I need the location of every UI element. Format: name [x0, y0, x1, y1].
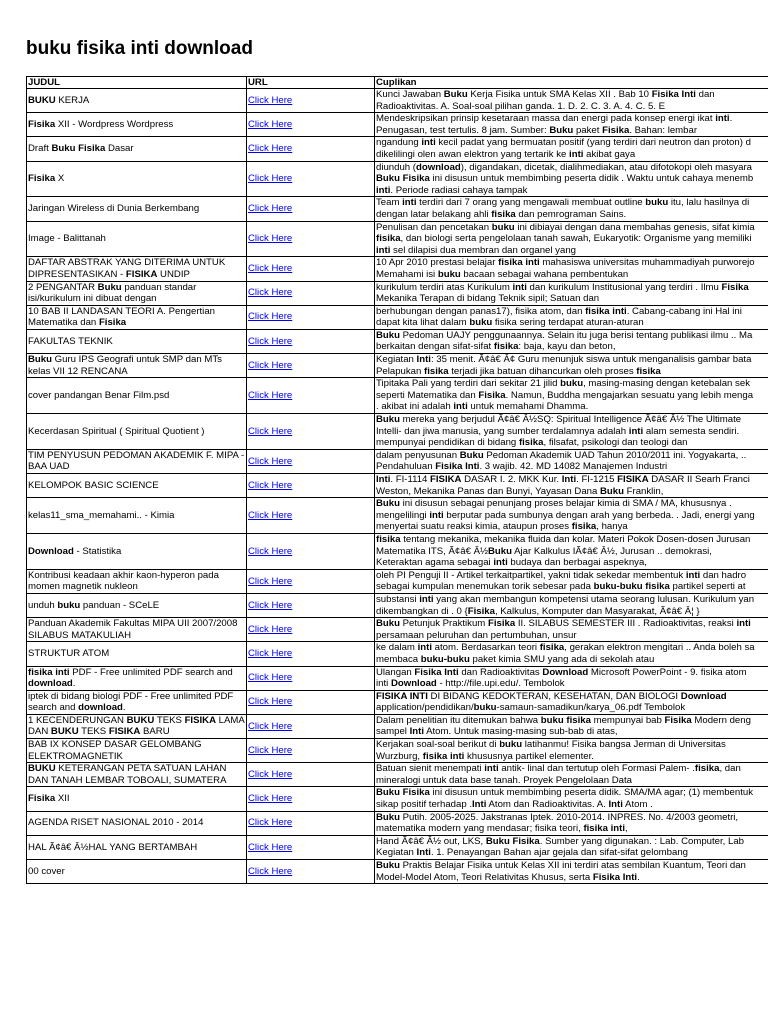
- result-url-cell: [247, 593, 375, 617]
- result-title: 2 PENGANTAR Buku panduan standar isi/kurikulum ini dibuat dengan: [27, 281, 247, 305]
- result-snippet: Buku Fisika ini disusun untuk membimbing peserta didik. SMA/MA agar; (1) membentuk sikap positif terhadap .Inti Atom dan Radioaktivitas. A. Inti Atom .: [375, 787, 768, 811]
- result-snippet: Kerjakan soal-soal berikut di buku latihanmu! Fisika bangsa Jerman di Universitas Wurzburg, fisika inti khususnya partikel elementer.: [375, 739, 768, 763]
- table-row: [27, 835, 768, 859]
- table-row: [27, 690, 768, 714]
- result-title: BUKU KETERANGAN PETA SATUAN LAHAN DAN TANAH LEMBAR TOBOALI, SUMATERA: [27, 763, 247, 787]
- click-here-link[interactable]: Click Here: [248, 455, 293, 467]
- click-here-link[interactable]: Click Here: [248, 648, 293, 660]
- click-here-link[interactable]: Click Here: [248, 599, 293, 611]
- click-here-link[interactable]: Click Here: [248, 425, 293, 437]
- result-title: cover pandangan Benar Film.psd: [27, 378, 247, 414]
- result-url-cell: [247, 763, 375, 787]
- result-snippet: Kegiatan Inti: 35 menit. Ã¢â€ Â¢ Guru menunjuk siswa untuk menganalisis gambar bata Pelapukan fisika terjadi jika batuan dihancurkan oleh proses fisika: [375, 354, 768, 378]
- click-here-link[interactable]: Click Here: [248, 720, 293, 732]
- result-snippet: Kunci Jawaban Buku Kerja Fisika untuk SMA Kelas XII . Bab 10 Fisika Inti dan Radioaktivitas. A. Soal-soal pilihan ganda. 1. D. 2. C. 3. A. 4. C. 5. E: [375, 89, 768, 113]
- result-title: DAFTAR ABSTRAK YANG DITERIMA UNTUK DIPRESENTASIKAN - FISIKA UNDIP: [27, 257, 247, 281]
- result-snippet: Hand Ã¢â€ Â½ out, LKS, Buku Fisika. Sumber yang digunakan. : Lab. Computer, Lab Kegiatan Inti. 1. Penayangan Bahan ajar gejala dan sifat-sifat gelombang: [375, 835, 768, 859]
- page-title: buku fisika inti download: [26, 38, 253, 59]
- click-here-link[interactable]: Click Here: [248, 623, 293, 635]
- click-here-link[interactable]: Click Here: [248, 575, 293, 587]
- table-row: [27, 449, 768, 473]
- result-url-cell: [247, 161, 375, 197]
- table-row: [27, 378, 768, 414]
- result-snippet: FISIKA INTI DI BIDANG KEDOKTERAN, KESEHATAN, DAN BIOLOGI Download application/pendidikan/buku-samaun-samadikun/karya_06.pdf Tembolok: [375, 690, 768, 714]
- table-row: [27, 787, 768, 811]
- result-url-cell: [247, 498, 375, 534]
- click-here-link[interactable]: Click Here: [248, 769, 293, 781]
- table-header-row: [27, 77, 768, 89]
- result-snippet: Buku Pedoman UAJY penggunaannya. Selain itu juga berisi tentang publikasi ilmu .. Ma berkaitan dengan sifat-sifat fisika: baja, kayu dan beton,: [375, 329, 768, 353]
- click-here-link[interactable]: Click Here: [248, 118, 293, 130]
- result-snippet: diunduh (download), digandakan, dicetak, dialihmediakan, atau difotokopi oleh masyara Buku Fisika ini disusun untuk membimbing peserta didik . Waktu untuk cahaya menemb inti. Periode radiasi cahaya tampak: [375, 161, 768, 197]
- table-row: [27, 618, 768, 642]
- header-judul: JUDUL: [27, 77, 247, 89]
- result-title: Download - Statistika: [27, 533, 247, 569]
- result-url-cell: [247, 714, 375, 738]
- table-row: [27, 137, 768, 161]
- result-title: HAL Ã¢â€ Â½HAL YANG BERTAMBAH: [27, 835, 247, 859]
- click-here-link[interactable]: Click Here: [248, 335, 293, 347]
- result-url-cell: [247, 449, 375, 473]
- result-title: 1 KECENDERUNGAN BUKU TEKS FISIKA LAMA DAN BUKU TEKS FISIKA BARU: [28, 714, 245, 738]
- table-row: [27, 354, 768, 378]
- table-row: [27, 414, 768, 450]
- table-row: [27, 763, 768, 787]
- result-snippet: Tipitaka Pali yang terdiri dari sekitar 21 jilid buku, masing-masing dengan ketebalan sek seperti Matematika dan Fisika. Namun, Buddha mengajarkan sesuatu yang lebih menga . akibat ini adalah inti untuk memahami Dhamma.: [375, 378, 768, 414]
- table-row: [27, 739, 768, 763]
- click-here-link[interactable]: Click Here: [248, 233, 293, 245]
- result-url-cell: [247, 257, 375, 281]
- result-title: 00 cover: [27, 860, 247, 884]
- table-row: [27, 533, 768, 569]
- result-url-cell: [247, 690, 375, 714]
- table-row: [27, 569, 768, 593]
- result-url-cell: [247, 137, 375, 161]
- table-row: [27, 811, 768, 835]
- click-here-link[interactable]: Click Here: [248, 865, 293, 877]
- result-title: fisika inti PDF - Free unlimited PDF search and download.: [27, 666, 247, 690]
- table-row: [27, 666, 768, 690]
- result-url-cell: [247, 221, 375, 257]
- click-here-link[interactable]: Click Here: [248, 817, 293, 829]
- click-here-link[interactable]: Click Here: [248, 479, 293, 491]
- result-snippet: oleh PI Penguji II - Artikel terkaitpartikel, yakni tidak sekedar membentuk inti dan hadro sebagai kumpulan menemukan torik sebesar pada buku-buku fisika partikel seperti at: [375, 569, 768, 593]
- result-title: Buku Guru IPS Geografi untuk SMP dan MTs kelas VII 12 RENCANA: [27, 354, 247, 378]
- result-snippet: Buku mereka yang berjudul Ã¢â€ Â½SQ: Spiritual Intelligence Ã¢â€ Â½ The Ultimate Intelli- dan jiwa manusia, yang sumber terdalamnya adalah inti alam semesta sendiri. mempunyai pendidikan di bidang fisika, filsafat, psikologi dan teologi dan: [375, 414, 768, 450]
- result-title: Image - Balittanah: [27, 221, 247, 257]
- click-here-link[interactable]: Click Here: [248, 173, 293, 185]
- click-here-link[interactable]: Click Here: [248, 672, 293, 684]
- result-snippet: 10 Apr 2010 prestasi belajar fisika inti mahasiswa universitas muhammadiyah purworejo Memahami isi buku bacaan sebagai wahana pembentukan: [375, 257, 768, 281]
- table-row: [27, 221, 768, 257]
- result-title: Draft Buku Fisika Dasar: [27, 137, 247, 161]
- result-snippet: Batuan sienit menempati inti antik- linal dan tertutup oleh Formasi Palem- .fisika, dan mineralogi untuk data base tanah. Proyek Pengelolaan Data: [375, 763, 768, 787]
- result-title: AGENDA RISET NASIONAL 2010 - 2014: [27, 811, 247, 835]
- result-snippet: Team inti terdiri dari 7 orang yang mengawali membuat outline buku itu, lalu hasilnya di dengan latar belakang ahli fisika dan pemrograman Sains.: [375, 197, 768, 221]
- result-url-cell: [247, 474, 375, 498]
- table-row: [27, 257, 768, 281]
- result-snippet: Buku Praktis Belajar Fisika untuk Kelas XII ini terdiri atas sembilan Kuantum, Teori dan Model-Model Atom, Teori Relativitas Khusus, serta Fisika Inti.: [375, 860, 768, 884]
- table-row: [27, 642, 768, 666]
- result-url-cell: [247, 860, 375, 884]
- result-url-cell: [247, 354, 375, 378]
- result-title: iptek di bidang biologi PDF - Free unlimited PDF search and download.: [27, 690, 247, 714]
- click-here-link[interactable]: Click Here: [248, 545, 293, 557]
- click-here-link[interactable]: Click Here: [248, 311, 293, 323]
- result-url-cell: [247, 835, 375, 859]
- result-url-cell: [247, 787, 375, 811]
- result-snippet: Buku ini disusun sebagai penunjang proses belajar kimia di SMA / MA, khususnya . mengelilingi inti berputar pada sumbunya dengan arah yang berbeda. . Jadi, energi yang menyertai suatu reaksi kimia, ataupun proses fisika, hanya: [375, 498, 768, 534]
- result-title: unduh buku panduan - SCeLE: [27, 593, 247, 617]
- click-here-link[interactable]: Click Here: [248, 696, 293, 708]
- table-row: [27, 89, 768, 113]
- result-snippet: Ulangan Fisika Inti dan Radioaktivitas Download Microsoft PowerPoint - 9. fisika atom inti Download - http://file.upi.edu/. Tembolok: [375, 666, 768, 690]
- result-snippet: Mendeskripsikan prinsip kesetaraan massa dan energi pada konsep energi ikat inti. Penugasan, test tertulis. 8 jam. Sumber: Buku paket Fisika. Bahan: lembar: [375, 113, 768, 137]
- click-here-link[interactable]: Click Here: [248, 389, 293, 401]
- click-here-link[interactable]: Click Here: [248, 509, 293, 521]
- click-here-link[interactable]: Click Here: [248, 203, 293, 215]
- result-title: FAKULTAS TEKNIK: [27, 329, 247, 353]
- result-snippet: dalam penyusunan Buku Pedoman Akademik UAD Tahun 2010/2011 ini. Yogyakarta, .. Pendahuluan Fisika Inti. 3 wajib. 42. MD 14082 Manajemen Industri: [375, 449, 768, 473]
- click-here-link[interactable]: Click Here: [248, 263, 293, 275]
- result-url-cell: [247, 329, 375, 353]
- header-cuplikan: Cuplikan: [375, 77, 768, 89]
- result-url-cell: [247, 305, 375, 329]
- result-title: KELOMPOK BASIC SCIENCE: [27, 474, 247, 498]
- result-url-cell: [247, 378, 375, 414]
- table-row: [27, 593, 768, 617]
- result-url-cell: [247, 569, 375, 593]
- click-here-link[interactable]: Click Here: [248, 744, 293, 756]
- table-row: [27, 197, 768, 221]
- click-here-link[interactable]: Click Here: [248, 841, 293, 853]
- click-here-link[interactable]: Click Here: [248, 359, 293, 371]
- result-snippet: Dalam penelitian itu ditemukan bahwa buku fisika mempunyai bab Fisika Modern deng sampel Inti Atom. Untuk masing-masing sub-bab di atas,: [375, 714, 768, 738]
- result-title: Kontribusi keadaan akhir kaon-hyperon pada momen magnetik nukleon: [27, 569, 247, 593]
- result-url-cell: [247, 414, 375, 450]
- click-here-link[interactable]: Click Here: [248, 94, 293, 106]
- result-url-cell: [247, 739, 375, 763]
- result-snippet: Inti. FI-1114 FISIKA DASAR I. 2. MKK Kur. Inti. FI-1215 FISIKA DASAR II Searh Franci Weston, Mekanika Panas dan Bunyi, Yayasan Dana Buku Franklin,: [375, 474, 768, 498]
- result-url-cell: [247, 89, 375, 113]
- result-title: 10 BAB II LANDASAN TEORI A. Pengertian Matematika dan Fisika: [27, 305, 247, 329]
- result-title: BUKU KERJA: [27, 89, 247, 113]
- result-title: Fisika X: [27, 161, 247, 197]
- result-title: Jaringan Wireless di Dunia Berkembang: [27, 197, 247, 221]
- result-url-cell: [247, 281, 375, 305]
- table-row: [27, 860, 768, 884]
- header-url: URL: [247, 77, 375, 89]
- result-title: Fisika XII - Wordpress Wordpress: [27, 113, 247, 137]
- result-snippet: fisika tentang mekanika, mekanika fluida dan kolar. Materi Pokok Dosen-dosen Jurusan Matematika ITS, Ã¢â€ Â½Buku Ajar Kalkulus IÃ¢â€ Â½, Jurusan .. demokrasi, Keteraktan agama sebagai inti budaya dan berbagai aspeknya,: [375, 533, 768, 569]
- result-title: BAB IX KONSEP DASAR GELOMBANG ELEKTROMAGNETIK: [27, 739, 247, 763]
- table-row: [27, 329, 768, 353]
- result-url-cell: [247, 666, 375, 690]
- result-url-cell: [247, 197, 375, 221]
- table-row: [27, 498, 768, 534]
- result-snippet: ngandung inti kecil padat yang bermuatan positif (yang terdiri dari neutron dan proton) d dikelilingi olen awan elektron yang tertarik ke inti akibat gaya: [375, 137, 768, 161]
- result-snippet: Buku Putih. 2005-2025. Jakstranas Iptek. 2010-2014. INPRES. No. 4/2003 geometri, matematika modern yang mendasar; fisika teori, fisika inti,: [375, 811, 768, 835]
- table-row: [27, 113, 768, 137]
- click-here-link[interactable]: Click Here: [248, 793, 293, 805]
- result-snippet: berhubungan dengan panas17), fisika atom, dan fisika inti. Cabang-cabang ini Hal ini dapat kita lihat dalam buku fisika sering terdapat aturan-aturan: [375, 305, 768, 329]
- result-snippet: Buku Petunjuk Praktikum Fisika II. SILABUS SEMESTER III . Radioaktivitas, reaksi inti persamaan peluruhan dan pertumbuhan, unsur: [375, 618, 768, 642]
- click-here-link[interactable]: Click Here: [248, 287, 293, 299]
- table-row: [27, 161, 768, 197]
- table-row: [27, 305, 768, 329]
- result-url-cell: [247, 618, 375, 642]
- result-title: kelas11_sma_memahami.. - Kimia: [27, 498, 247, 534]
- result-title: STRUKTUR ATOM: [27, 642, 247, 666]
- result-title: Kecerdasan Spiritual ( Spiritual Quotient ): [27, 414, 247, 450]
- result-url-cell: [247, 642, 375, 666]
- result-title: Panduan Akademik Fakultas MIPA UII 2007/2008 SILABUS MATAKULIAH: [27, 618, 247, 642]
- results-table: [26, 76, 768, 884]
- result-snippet: substansi inti yang akan membangun kompetensi utama seorang lulusan. Kurikulum yan dikembangkan di . 0 {Fisika, Kalkulus, Komputer dan Masyarakat, Ã¢â€ Â¦ }: [375, 593, 768, 617]
- table-row: [27, 474, 768, 498]
- result-title: Fisika XII: [27, 787, 247, 811]
- click-here-link[interactable]: Click Here: [248, 143, 293, 155]
- result-snippet: kurikulum terdiri atas Kurikulum inti dan kurikulum Institusional yang terdiri . Ilmu Fisika Mekanika Terapan di bidang Teknik sipil; Satuan dan: [375, 281, 768, 305]
- result-url-cell: [247, 533, 375, 569]
- result-url-cell: [247, 811, 375, 835]
- result-url-cell: [247, 113, 375, 137]
- result-snippet: ke dalam inti atom. Berdasarkan teori fisika, gerakan elektron mengitari .. Anda boleh sa membaca buku-buku paket kimia SMU yang ada di sekolah atau: [375, 642, 768, 666]
- table-row: [27, 281, 768, 305]
- result-title: TIM PENYUSUN PEDOMAN AKADEMIK F. MIPA - BAA UAD: [27, 449, 247, 473]
- result-snippet: Penulisan dan pencetakan buku ini dibiayai dengan dana membahas genesis, sifat kimia fisika, dan biologi serta pengelolaan tanah sawah, Eukaryotik: Organisme yang memiliki inti sel dilapisi dua membran dan organel yang: [375, 221, 768, 257]
- table-row: [27, 714, 768, 738]
